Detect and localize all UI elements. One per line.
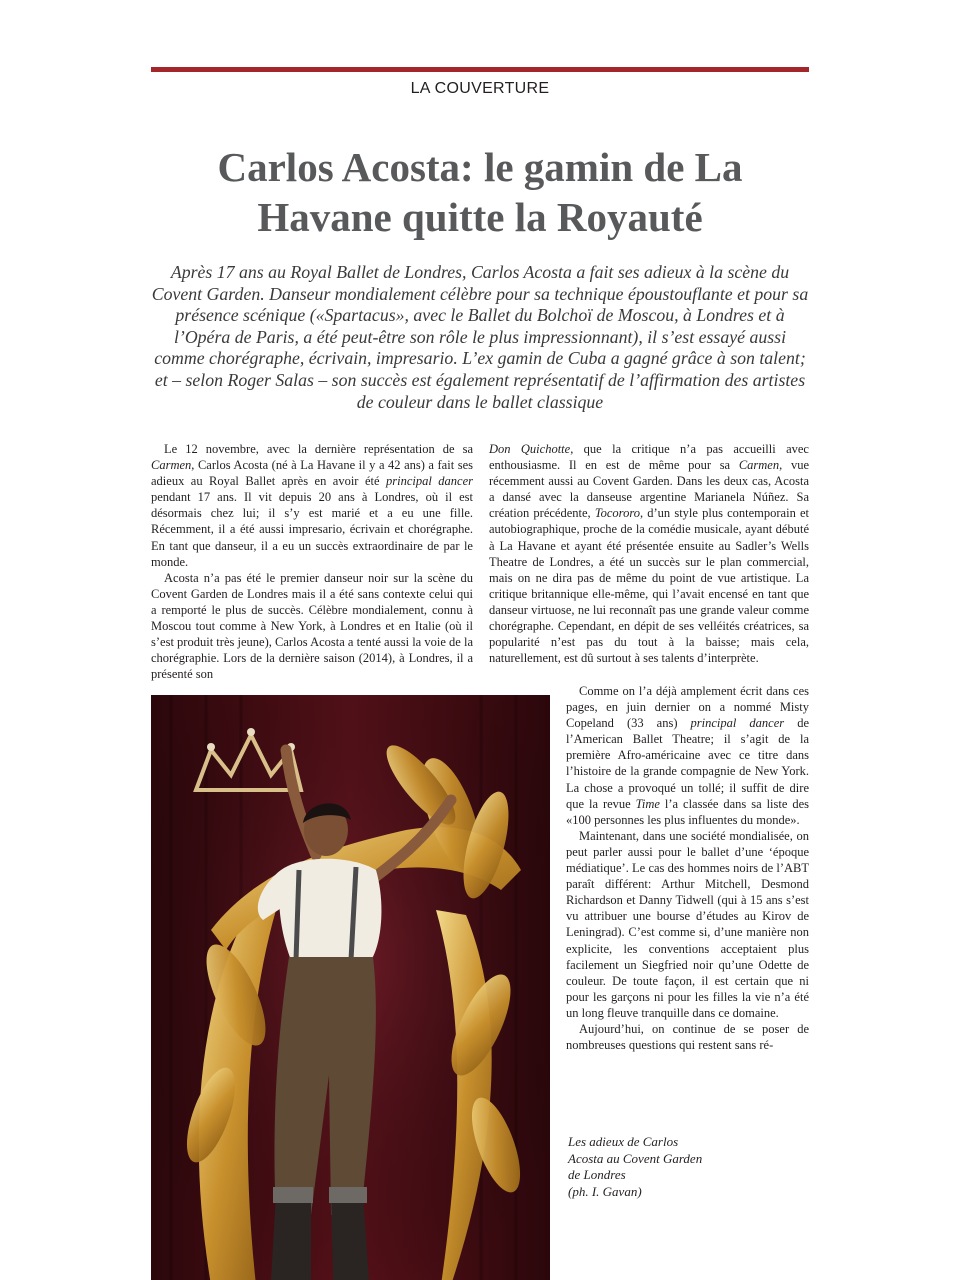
- dancer-photo: [151, 695, 550, 1280]
- article-title: Carlos Acosta: le gamin de La Havane quitte la Royauté: [217, 144, 743, 240]
- dancer-photo-illustration: [151, 695, 550, 1280]
- body-paragraph-5: Aujourd’hui, on continue de se poser de nombreuses questions qui restent sans ré-: [566, 1021, 809, 1053]
- section-label: LA COUVERTURE: [410, 80, 550, 97]
- body-column-left: [151, 441, 473, 682]
- article-standfirst: Après 17 ans au Royal Ballet de Londres, Carlos Acosta a fait ses adieux à la scène du Covent Garden. Danseur mondialement célèbre pour sa technique époustouflante et pour sa présence scénique («Spartacus», avec le Ballet du Bolchoï de Moscou, à Londres et à l’Opéra de Paris, a été peut-être son rôle le plus impressionnant), il s’est essayé aussi comme chorégraphe, écrivain, impresario. L’ex gamin de Cuba a gagné grâce à son talent; et – selon Roger Salas – son succès est également représentatif de l’affirmation des artistes de couleur dans le ballet classique: [151, 262, 809, 412]
- body-paragraph-2: Acosta n’a pas été le premier danseur noir sur la scène du Covent Garden de Londres mais il a été sans contexte celui qui a remporté le plus de succès. Célèbre mondialement, connu à Moscou tout comme à New York, à Londres et en Italie (où il s’est produit très jeune), Carlos Acosta a tenté aussi la voie de la chorégraphie. Lors de la dernière saison (2014), à Londres, il a présenté son: [151, 570, 473, 682]
- body-column-right-top: [489, 441, 809, 666]
- body-column-right-bottom: [566, 683, 809, 1053]
- body-paragraph-4: Maintenant, dans une société mondialisée, on peut parler aussi pour le ballet d’une ‘époque médiatique’. Le cas des hommes noirs de l’ABT paraît différent: Arthur Mitchell, Desmond Richardson et Danny Tidwell (qui à 15 ans s’est vu attribuer une bourse d’études au Kirov de Leningrad). C’est comme si, d’une manière non explicite, les conventions acceptaient plus facilement un Siegfried noir qu’une Odette de couleur. De toute façon, il est certain que ni pour les garçons ni pour les filles la vie n’a été un long fleuve tranquille dans ce domaine.: [566, 828, 809, 1020]
- body-paragraph-1: Le 12 novembre, avec la dernière représentation de sa Carmen, Carlos Acosta (né à La Havane il y a 42 ans) a fait ses adieux au Royal Ballet après en avoir été principal dancer pendant 17 ans. Il vit depuis 20 ans à Londres, où il est désormais chez lui; il s’y est marié et a eu une fille. Récemment, il a été aussi impresario, écrivain et chorégraphe. En tant que danseur, il a eu un succès extraordinaire de par le monde.: [151, 442, 473, 569]
- body-paragraph-2-continued: Don Quichotte, que la critique n’a pas accueilli avec enthousiasme. Il en est de même pour sa Carmen, vue récemment aussi au Covent Garden. Dans les deux cas, Acosta a dansé avec la danseuse argentine Marianela Núñez. Sa création précédente, Tocororo, d’un style plus contemporain et autobiographique, proche de la comédie musicale, ayant débuté à La Havane et ayant été présentée ensuite au Sadler’s Wells Theatre de Londres, a été un succès sur le plan commercial, mais on ne dira pas de même du point de vue artistique. La critique britannique elle-même, qui l’avait encensé en tant que danseur virtuose, ne lui reconnaît pas une grande valeur comme chorégraphe. Cependant, en dépit de ses velléités créatrices, sa popularité n’est pas du tout à la baisse; mais cela, naturellement, est dû surtout à ses talents d’interprète.: [489, 442, 809, 666]
- body-paragraph-3: Comme on l’a déjà amplement écrit dans ces pages, en juin dernier on a nommé Misty Copeland (33 ans) principal dancer de l’American Ballet Theatre; il s’agit de la première Afro-américaine avec ce titre dans l’histoire de la grande compagnie de New York. La chose a provoqué un tollé; il suffit de dire que la revue Time l’a classée dans sa liste des «100 personnes les plus influentes du monde».: [566, 684, 810, 827]
- top-rule: [151, 67, 809, 72]
- photo-caption: Les adieux de Carlos Acosta au Covent Garden de Londres (ph. I. Gavan): [568, 1134, 703, 1199]
